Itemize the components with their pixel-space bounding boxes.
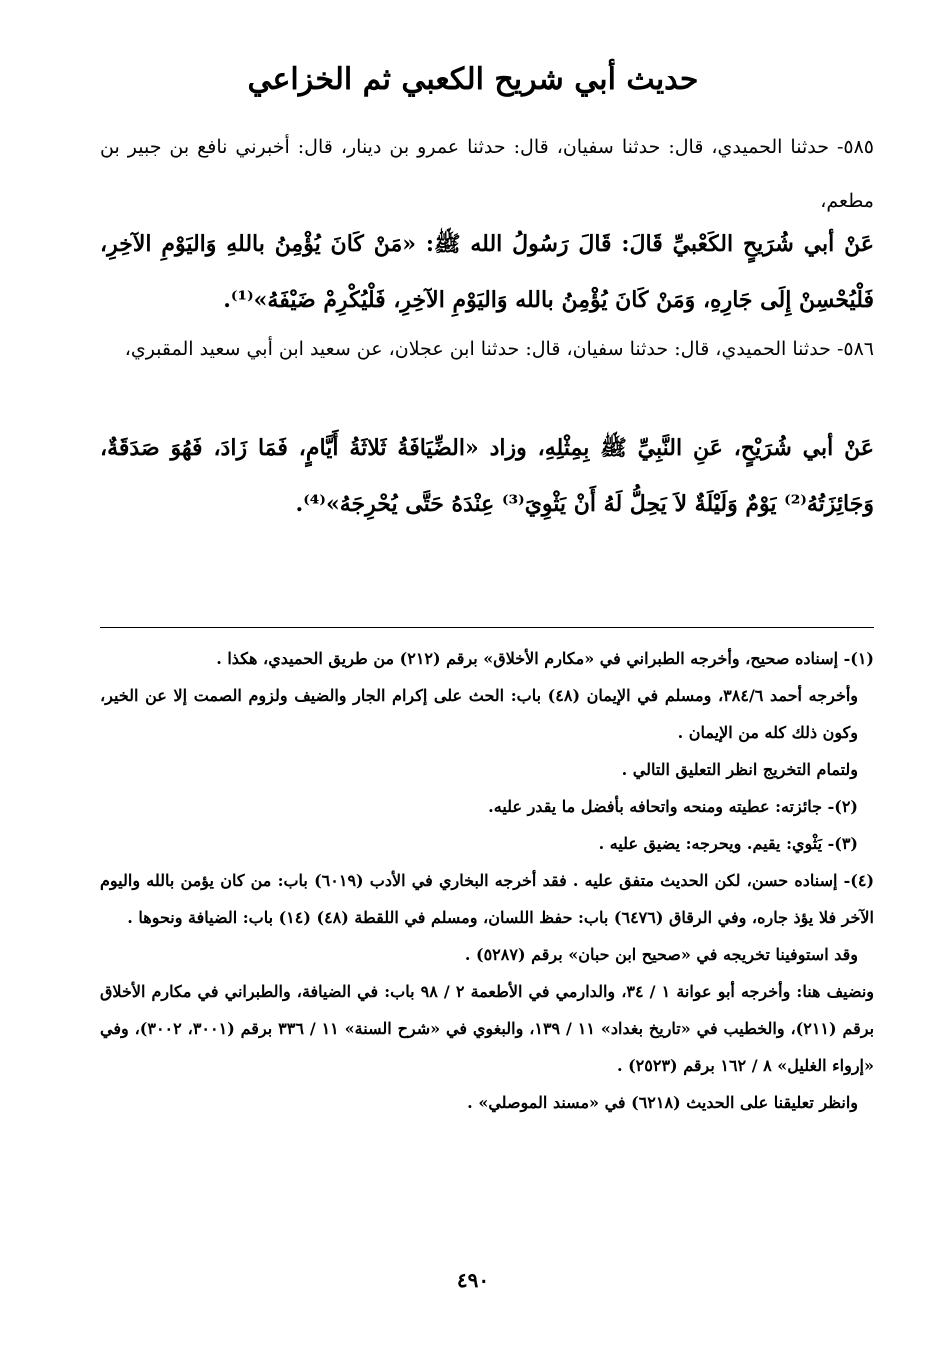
footnote-4-addition: ونضيف هنا: وأخرجه أبو عوانة ١ / ٣٤، والدارمي في الأطعمة ٢ / ٩٨ باب: في الضيافة، والطبراني في مكارم الأخلاق برقم (٢١١)، والخطيب في «تاريخ بغداد» ١١ / ١٣٩، والبغوي في «شرح السنة» ١١ / ٣٣٦ برقم (٣٠٠١، ٣٠٠٢)، وفي «إرواء الغليل» ٨ / ١٦٢ برقم (٢٥٢٣) . xyxy=(100,982,875,1075)
footnote-4-reference: وقد استوفينا تخريجه في «صحيح ابن حبان» برقم (٥٢٨٧) . xyxy=(464,945,858,964)
hadith-585-isnad: ٥٨٥- حدثنا الحميدي، قال: حدثنا سفيان، قال: حدثنا عمرو بن دينار، قال: أخبرني نافع بن جبير بن مطعم، xyxy=(100,136,874,212)
page-number: ٤٩٠ xyxy=(456,1268,490,1292)
footnote-1: (١)- إسناده صحيح، وأخرجه الطبراني في «مكارم الأخلاق» برقم (٢١٢) من طريق الحميدي، هكذا . xyxy=(216,649,874,668)
footnotes xyxy=(100,640,874,1121)
hadith-586-isnad: ٥٨٦- حدثنا الحميدي، قال: حدثنا سفيان، قال: حدثنا ابن عجلان، عن سعيد ابن أبي سعيد المقبري، xyxy=(124,338,874,360)
chapter-title: حديث أبي شريح الكعبي ثم الخزاعي xyxy=(247,62,699,97)
hadith-585-matn: عَنْ أبي شُرَيحٍ الكَعْبيِّ قَالَ: قَالَ رَسُولُ الله ﷺ: «مَنْ كَانَ يُؤْمِنُ باللهِ وَاليَوْمِ الآخِرِ، فَلْيُحْسِنْ إِلَى جَارِهِ، وَمَنْ كَانَ يُؤْمِنُ بالله وَاليَوْمِ الآخِرِ، فَلْيُكْرِمْ ضَيْفَهُ»⁽¹⁾. xyxy=(100,231,874,313)
footnote-4-see-also: وانظر تعليقنا على الحديث (٦٢١٨) في «مسند الموصلي» . xyxy=(467,1093,858,1112)
footnote-divider xyxy=(100,627,874,628)
footnote-2: (٢)- جائزته: عطيته ومنحه واتحافه بأفضل ما يقدر عليه. xyxy=(488,797,858,816)
footnote-3: (٣)- يَثْوي: يقيم. ويحرجه: يضيق عليه . xyxy=(598,834,858,853)
hadith-586-matn: عَنْ أبي شُرَيْحٍ، عَنِ النَّبِيِّ ﷺ بِمِثْلِهِ، وزاد «الضِّيَافَةُ ثَلاثَةُ أَيَّامٍ، فَمَا زَادَ، فَهُوَ صَدَقَةٌ، وَجَائِزَتُهُ⁽²⁾ يَوْمٌ وَلَيْلَةٌ لاَ يَحِلُّ لَهُ أَنْ يَثْوِيَ⁽³⁾ عِنْدَهُ حَتَّى يُحْرِجَهُ»⁽⁴⁾. xyxy=(100,435,874,517)
footnote-1-note: ولتمام التخريج انظر التعليق التالي . xyxy=(621,760,858,779)
footnote-1-continuation: وأخرجه أحمد ٣٨٤/٦، ومسلم في الإيمان (٤٨) باب: الحث على إكرام الجار والضيف ولزوم الصمت إلا عن الخير، وكون ذلك كله من الإيمان . xyxy=(100,686,859,742)
footnote-4: (٤)- إسناده حسن، لكن الحديث متفق عليه . فقد أخرجه البخاري في الأدب (٦٠١٩) باب: من كان يؤمن بالله واليوم الآخر فلا يؤذ جاره، وفي الرقاق (٦٤٧٦) باب: حفظ اللسان، ومسلم في اللقطة (٤٨) (١٤) باب: الضيافة ونحوها . xyxy=(100,871,875,927)
